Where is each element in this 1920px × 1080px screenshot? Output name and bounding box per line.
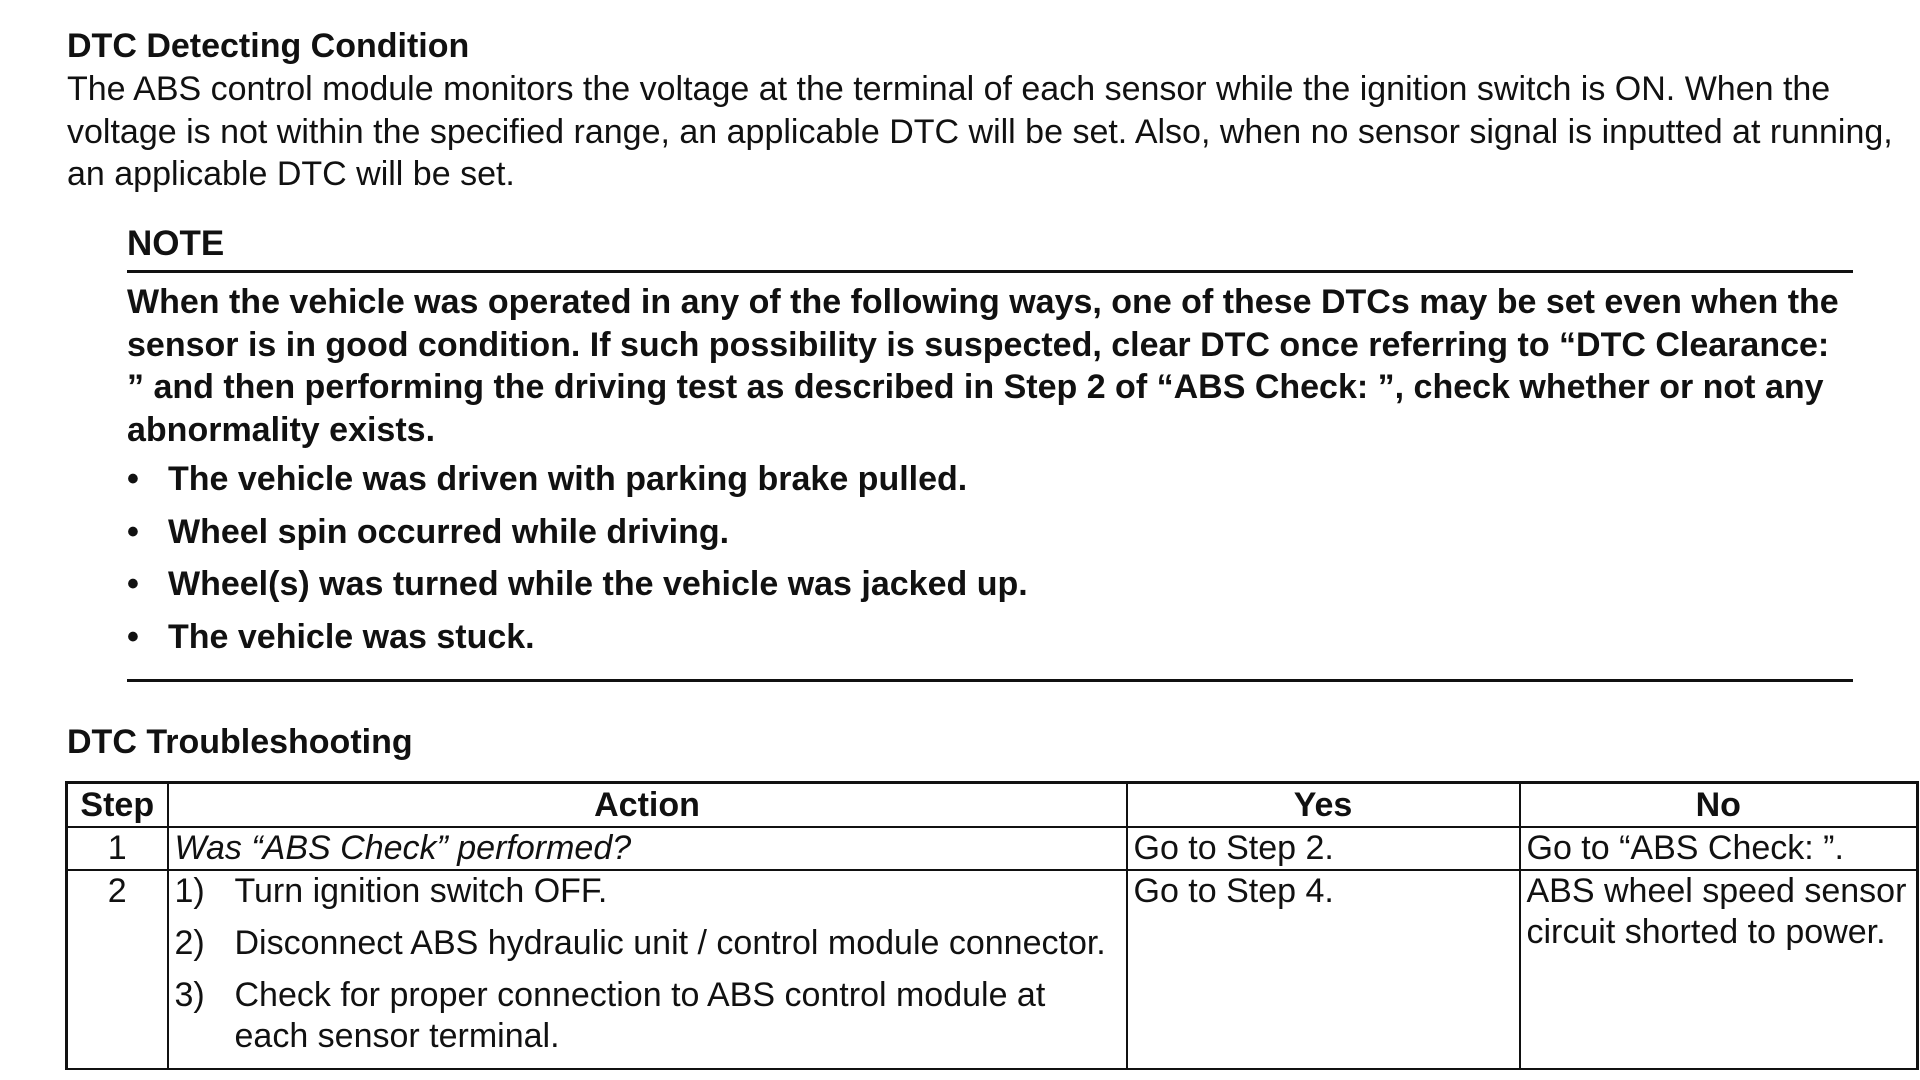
action-step xyxy=(175,975,1120,1057)
bullet-icon: • xyxy=(127,512,139,551)
column-header-step: Step xyxy=(67,783,168,828)
action-step-text: Check for proper connection to ABS control module at each sensor terminal. xyxy=(234,976,1046,1055)
detecting-condition-text: The ABS control module monitors the voltage at the terminal of each sensor while the ignition switch is ON. When the voltage is not within the specified range, an applicable DTC will be set. Also, when no sensor signal is inputted at running, an applicable DTC will be set. xyxy=(67,70,1893,193)
troubleshooting-table xyxy=(65,781,1919,1070)
note-top-rule xyxy=(127,270,1853,273)
no-cell: Go to “ABS Check: ”. xyxy=(1520,827,1918,870)
action-step-number: 1) xyxy=(174,872,205,910)
yes-cell: Go to Step 2. xyxy=(1127,827,1520,870)
note-list-item xyxy=(127,617,1853,670)
note-bottom-rule xyxy=(127,679,1853,682)
note-title: NOTE xyxy=(127,224,225,263)
table-row xyxy=(67,870,1918,1069)
note-list-item xyxy=(127,512,1853,565)
column-header-action: Action xyxy=(168,783,1127,828)
bullet-icon: • xyxy=(127,565,139,604)
step-number: 2 xyxy=(67,870,168,1069)
note-list-item-text: The vehicle was stuck. xyxy=(168,617,535,656)
troubleshooting-heading: DTC Troubleshooting xyxy=(67,723,413,761)
column-header-yes: Yes xyxy=(1127,783,1520,828)
note-list-item-text: The vehicle was driven with parking brake pulled. xyxy=(168,460,968,499)
yes-cell: Go to Step 4. xyxy=(1127,870,1520,1069)
action-cell xyxy=(168,870,1127,1069)
note-box xyxy=(127,222,1853,669)
action-steps-list xyxy=(175,871,1120,1057)
note-list xyxy=(127,459,1853,669)
note-body: When the vehicle was operated in any of the following ways, one of these DTCs may be set even when the sensor is in good condition. If such possibility is suspected, clear DTC once referring to “DTC Clearance: ” and then performing the driving test as described in Step 2 of “ABS Check: ”, check whether or not any abnormality exists. xyxy=(127,283,1839,449)
table-header-row xyxy=(67,783,1918,828)
note-list-item xyxy=(127,564,1853,617)
action-step-text: Turn ignition switch OFF. xyxy=(234,872,608,910)
column-header-no: No xyxy=(1520,783,1918,828)
note-list-item xyxy=(127,459,1853,512)
bullet-icon: • xyxy=(127,617,139,656)
table-row xyxy=(67,827,1918,870)
action-step xyxy=(175,871,1120,912)
no-cell: ABS wheel speed sensor circuit shorted to power. xyxy=(1520,870,1918,1069)
detecting-condition-heading: DTC Detecting Condition xyxy=(67,27,470,65)
action-step-text: Disconnect ABS hydraulic unit / control module connector. xyxy=(234,924,1106,962)
action-step-number: 2) xyxy=(174,924,205,962)
action-cell: Was “ABS Check” performed? xyxy=(168,827,1127,870)
bullet-icon: • xyxy=(127,460,139,499)
action-step xyxy=(175,923,1120,964)
note-list-item-text: Wheel spin occurred while driving. xyxy=(168,512,730,551)
action-step-number: 3) xyxy=(174,976,205,1014)
step-number: 1 xyxy=(67,827,168,870)
note-list-item-text: Wheel(s) was turned while the vehicle was jacked up. xyxy=(168,565,1028,604)
